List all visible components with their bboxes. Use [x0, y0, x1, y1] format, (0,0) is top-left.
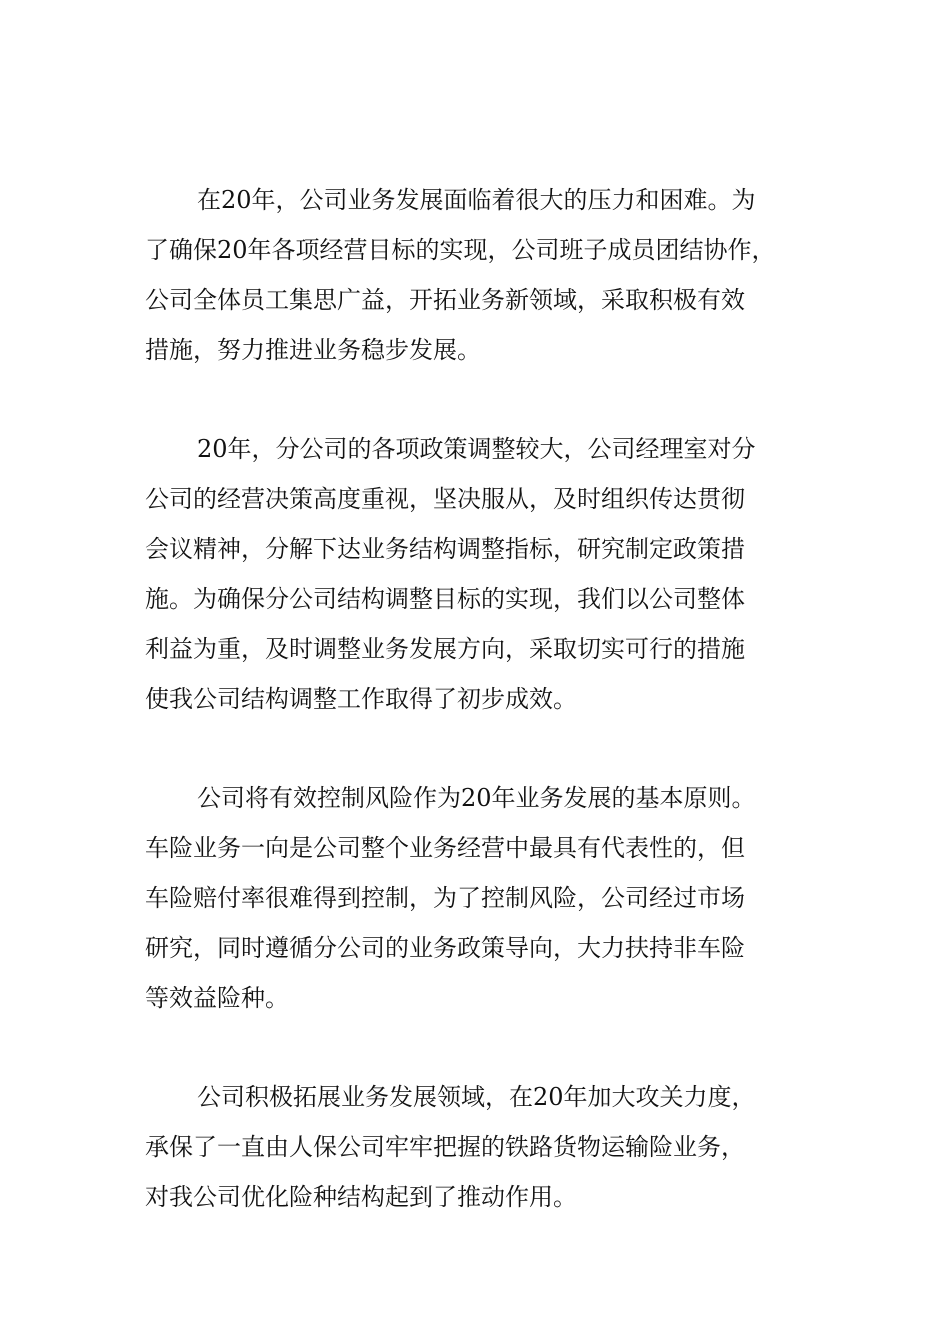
paragraph: [145, 424, 815, 724]
paragraph-line: 对我公司优化险种结构起到了推动作用。: [145, 1183, 577, 1211]
paragraph-line: 使我公司结构调整工作取得了初步成效。: [145, 685, 577, 713]
paragraph-line: 公司全体员工集思广益，开拓业务新领域，采取积极有效: [145, 286, 745, 314]
paragraph-line: 措施，努力推进业务稳步发展。: [145, 336, 481, 364]
paragraph-line: 在20年，公司业务发展面临着很大的压力和困难。为: [197, 186, 756, 214]
paragraph: [145, 773, 815, 1023]
paragraph-line: 了确保20年各项经营目标的实现，公司班子成员团结协作，: [145, 236, 776, 264]
paragraph-line: 利益为重，及时调整业务发展方向，采取切实可行的措施: [145, 635, 745, 663]
paragraph-line: 公司积极拓展业务发展领域，在20年加大攻关力度，: [197, 1083, 756, 1111]
paragraph-line: 车险业务一向是公司整个业务经营中最具有代表性的，但: [145, 834, 745, 862]
paragraph: [145, 1072, 815, 1222]
paragraph-line: 施。为确保分公司结构调整目标的实现，我们以公司整体: [145, 585, 745, 613]
paragraph-line: 公司的经营决策高度重视，坚决服从，及时组织传达贯彻: [145, 485, 745, 513]
paragraph-line: 车险赔付率很难得到控制，为了控制风险，公司经过市场: [145, 884, 745, 912]
paragraph: [145, 175, 815, 375]
paragraph-line: 研究，同时遵循分公司的业务政策导向，大力扶持非车险: [145, 934, 745, 962]
paragraph-line: 会议精神，分解下达业务结构调整指标，研究制定政策措: [145, 535, 745, 563]
paragraph-line: 20年，分公司的各项政策调整较大，公司经理室对分: [197, 435, 756, 463]
paragraph-line: 等效益险种。: [145, 984, 289, 1012]
paragraph-line: 承保了一直由人保公司牢牢把握的铁路货物运输险业务，: [145, 1133, 745, 1161]
paragraph-line: 公司将有效控制风险作为20年业务发展的基本原则。: [197, 784, 756, 812]
